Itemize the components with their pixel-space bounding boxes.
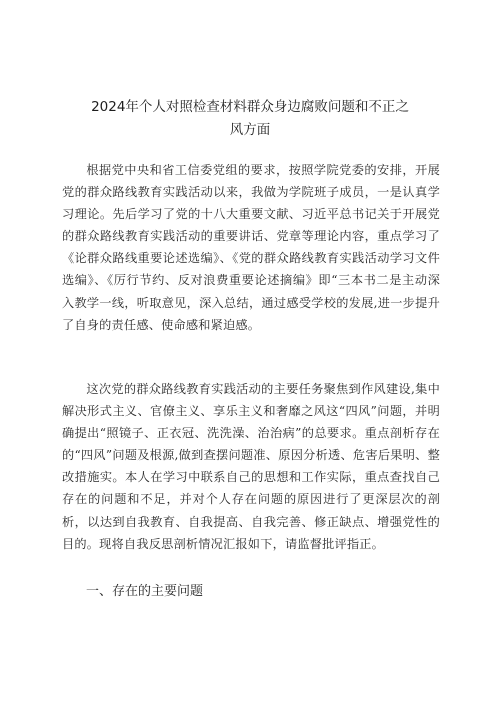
document-title-line-1: 2024年个人对照检查材料群众身边腐败问题和不正之	[91, 99, 409, 115]
paragraph-2: 这次党的群众路线教育实践活动的主要任务聚焦到作风建设,集中解决形式主义、官僚主义、享乐主义和奢靡之风这“四风”问题，并明确提出“照镜子、正衣冠、洗洗澡、治治病”的总要求。重点剖析存在的“四风”问题及根源,做到查摆问题准、原因分析透、危害后果明、整改措施实。本人在学习中联系自己的思想和工作实际，重点查找自己存在的问题和不足，并对个人存在问题的原因进行了更深层次的剖析，以达到自我教育、自我提高、自我完善、修正缺点、增强党性的目的。现将自我反思剖析情况汇报如下，请监督批评指正。	[62, 382, 440, 551]
section-heading-main-problems: 一、存在的主要问题	[86, 584, 204, 599]
paragraph-1: 根据党中央和省工信委党组的要求，按照学院党委的安排，开展党的群众路线教育实践活动以来，我做为学院班子成员，一是认真学习理论。先后学习了党的十八大重要文献、习近平总书记关于开展党的群众路线教育实践活动的重要讲话、党章等理论内容，重点学习了《论群众路线重要论述选编》、《党的群众路线教育实践活动学习文件选编》、《厉行节约、反对浪费重要论述摘编》即“三本书二是主动深入教学一线，听取意见，深入总结，通过感受学校的发展,进一步提升了自身的责任感、使命感和紧迫感。	[62, 163, 440, 332]
document-title-line-2: 风方面	[229, 122, 271, 138]
